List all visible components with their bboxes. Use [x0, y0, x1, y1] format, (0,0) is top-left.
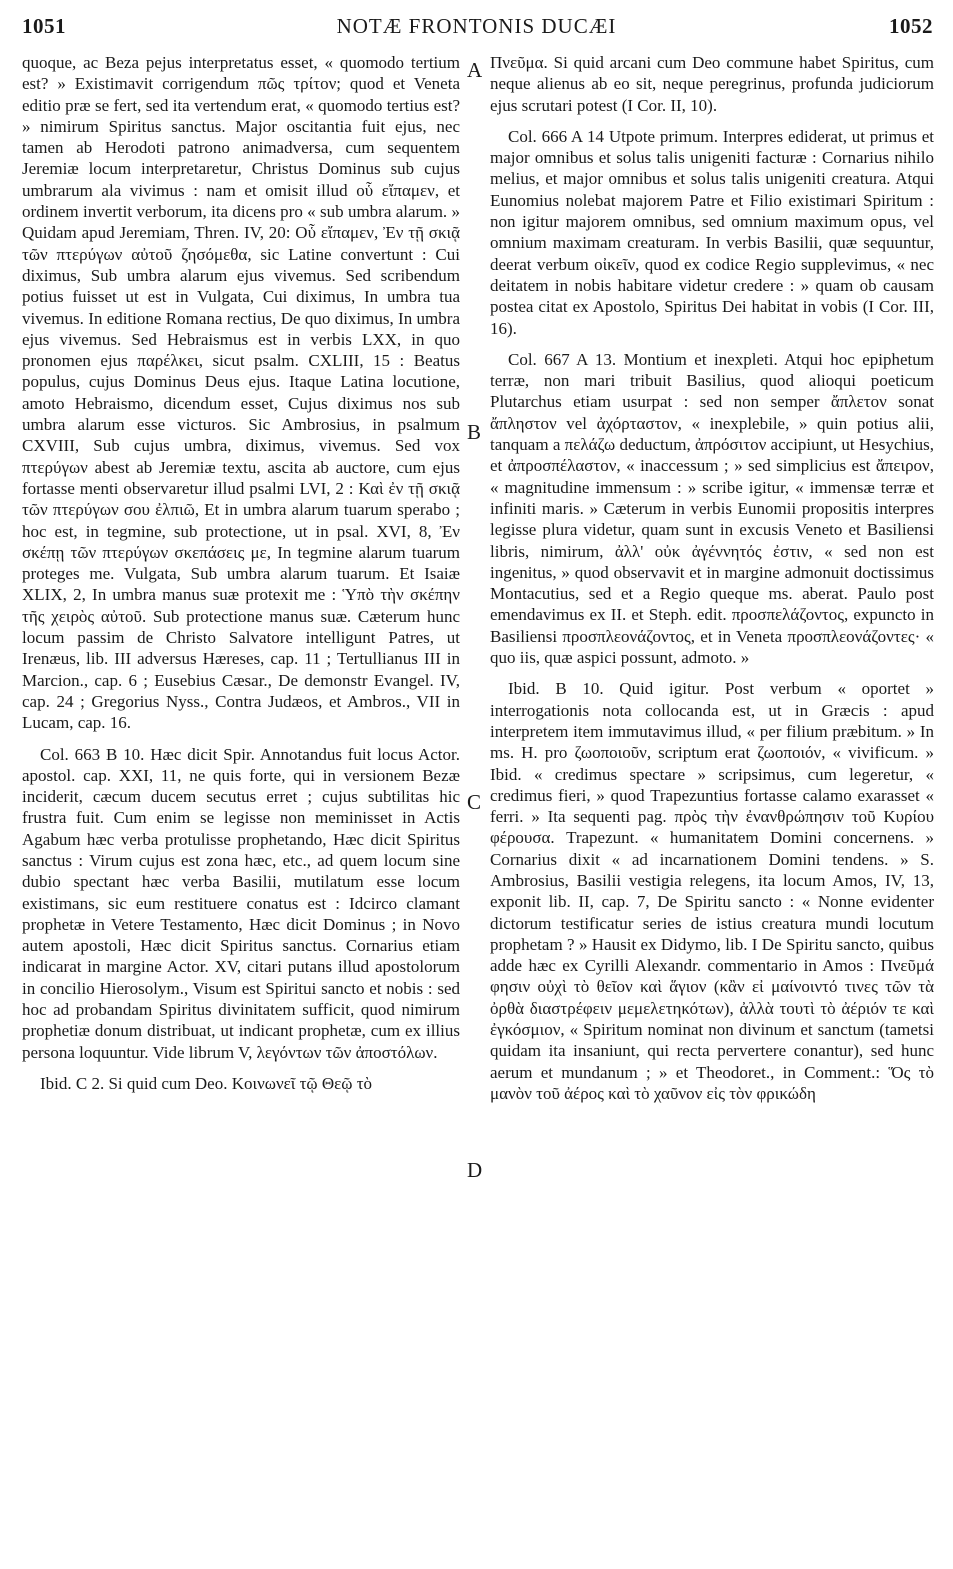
margin-marker-d: D — [467, 1158, 483, 1182]
margin-marker-b: B — [467, 420, 482, 444]
page-number-right: 1052 — [889, 14, 933, 38]
left-paragraph-3: Ibid. C 2. Si quid cum Deo. Κοινωνεῖ τῷ Θεῷ τὸ — [40, 1073, 373, 1093]
margin-marker-c: C — [467, 790, 482, 814]
left-paragraph-2: Col. 663 B 10. Hæc dicit Spir. Annotandus fuit locus Actor. apostol. cap. XXI, 11, ne quis forte, qui in versionem Bezæ inciderit, cæcum ducem secutus erret ; cujus subtilitas hic frustra fuit. Cum enim se legisse non meminisset in Actis Agabum hæc verba protulisse prophetando, Hæc dicit Spiritus sanctus : Virum cujus est zona hæc, etc., ad quem locum sine dubio spectant hæc verba Basilii, mutilatum esse locum existimans, sic eum restituere conatus est : Idcirco clamant prophetæ in Vetere Testamento, Hæc dicit Dominus ; in Novo autem apostoli, Hæc dicit Spiritus sanctus. Cornarius etiam indicarat in margine Actor. XV, citari putans illud apostolorum in concilio Hierosolym., Visum est Spiritui sancto et nobis : sed hoc ad probandam Spiritus divinitatem sufficit, quod nimirum prophetiæ donum distribuat, ut indicant prophetæ, cum ex illius persona loquuntur. Vide librum V, λεγόντων τῶν ἀποστόλων. — [22, 744, 460, 1062]
right-column — [490, 52, 934, 1114]
page-number-left: 1051 — [22, 14, 66, 38]
running-title: NOTÆ FRONTONIS DUCÆI — [336, 14, 617, 38]
right-paragraph-3: Col. 667 A 13. Montium et inexpleti. Atqui hoc epiphetum terræ, non mari tribuit Basilius, quod alioqui poeticum Plutarchus etiam usurpat : sed non semper ἄπλετον sonat ἄπληστον vel ἀχόρταστον, « inexplebile, » quin potius alii, tanquam a πελάζω deductum, ἀπρόσιτον accipiunt, ut Hesychius, et ἀπροσπέλαστον, « inaccessum ; » sed simplicius est ἄπειρον, « magnitudine immensum : » scribe igitur, « immensæ terræ et infiniti maris. » Cæterum in verbis Eunomii propositis interpres legisse plura videtur, quam sunt in excusis Veneto et Basiliensi libris, nimirum, ἀλλ' οὐκ ἀγέννητός ἐστιν, « sed non est ingenitus, » quod observavit et in margine admonuit doctissimus Montacutius, sed et a Regio queque ms. aberat. Paulo post emendavimus ex II. et Steph. edit. προσπελάζοντος, expuncto in Basiliensi προσπλεονάζοντος, et in Veneta προσπλεονάζοντες· « quo iis, quæ aspici possunt, admoto. » — [490, 349, 934, 668]
left-paragraph-1: quoque, ac Beza pejus interpretatus esset, « quomodo tertium est? » Existimavit corrigendum πῶς τρίτον; quod et Veneta editio præ se fert, sed ita vertendum erat, « quomodo tertius est? » nimirum Spiritus sanctus. Major oscitantia fuit ejus, nec tamen ab Herodoti patrono animadversa, cum sequentem Jeremiæ locum interpretaretur, Christus Dominus sub cujus umbrarum ala vivimus : nam et omisit illud οὗ εἴπαμεν, et ordinem invertit verborum, ita dicens pro « sub umbra alarum. » Quidam apud Jeremiam, Thren. IV, 20: Οὗ εἴπαμεν, Ἐν τῇ σκιᾷ τῶν πτερύγων αὐτοῦ ζησόμεθα, sic Latine convertunt : Cui diximus, Sub umbra alarum ejus vivemus. Sed scribendum potius fuisset ut est in Vulgata, Cui diximus, In umbra tua vivemus. In editione Romana rectius, De quo diximus, In umbra ejus vivemus. Sed Hebraismus est in verbis LXX, in quo pronomen ejus παρέλκει, sicut psalm. CXLIII, 15 : Beatus populus, cujus Dominus Deus ejus. Itaque Latina locutione, amoto Hebraismo, dicendum esset, Cujus diximus nos sub umbra alarum esse victuros. Sic Ambrosius, in psalmum CXVIII, Sub cujus umbra, diximus, vivemus. Sed vox πτερύγων abest ab Jeremiæ textu, ascita ab auctore, cum ejus fortasse menti observaretur illud psalmi LVI, 2 : Καὶ ἐν τῇ σκιᾷ τῶν πτερύγων σου ἐλπιῶ, Et in umbra alarum tuarum sperabo ; hoc est, in tegmine, sub protectione, ut in psal. XVI, 8, Ἐν σκέπῃ τῶν πτερύγων σκεπάσεις με, In tegmine alarum tuarum proteges me. Vulgata, Sub umbra alarum tuarum. Et Isaiæ XLIX, 2, In umbra manus suæ protexit me : Ὑπὸ τὴν σκέπην τῆς χειρὸς αὐτοῦ. Sub protectione manus suæ. Cæterum hunc locum passim de Christo Salvatore intelligunt Patres, ut Irenæus, lib. III adversus Hæreses, cap. 11 ; Tertullianus III in Marcion., cap. 6 ; Eusebius Cæsar., De demonstr Evangel. IV, cap. 24 ; Gregorius Nyss., Contra Judæos, et Ambros., VII in Lucam, cap. 16. — [22, 53, 460, 733]
right-paragraph-4: Ibid. B 10. Quid igitur. Post verbum « oportet » interrogationis nota collocanda est, ut in Græcis : apud interpretem item immutavimus illud, « per filium præbitum. » In ms. H. pro ζωοποιοῦν, scriptum erat ζωοποιόν, « vivificum. » Ibid. « credimus spectare » scripsimus, cum legeretur, « credimus fieri, » quod Trapezuntius fortasse calamo exarasset « ferri. » Ita sequenti pag. πρὸς τὴν ἐνανθρώπησιν τοῦ Κυρίου φέρουσα. Trapezunt. « humanitatem Domini concernens. » Cornarius dixit « ad incarnationem Domini tendens. » S. Ambrosius, Basilii vestigia relegens, ita locum Amos, IV, 13, exponit lib. II, cap. 7, De Spiritu sancto : « Nonne evidenter dictorum testificatur series de istius creatura mundi locutum prophetam ? » Hausit ex Didymo, lib. I De Spiritu sancto, quibus adde hæc ex Cyrilli Alexandr. commentario in Amos : Πνεῦμά φησιν οὐχὶ τὸ θεῖον καὶ ἅγιον (κἂν εἰ μαίνοιντό τινες τῶν τὰ ὀρθὰ διαστρέφειν μεμελετηκότων), ἀλλὰ τουτὶ τὸ ἀέριόν τε καὶ ἐγκόσμιον, « Spiritum nominat non divinum et sanctum (tametsi quidam ita insaniunt, qui recta pervertere conantur), sed hunc aerum et mundanum ; » et Theodoret., in Comment.: Ὅς τὸ μανὸν τοῦ ἀέρος καὶ τὸ χαῦνον εἰς τὸν φρικώδη — [490, 679, 934, 1103]
right-paragraph-1: Πνεῦμα. Si quid arcani cum Deo commune habet Spiritus, cum neque alienus ab eo sit, neque peregrinus, profunda judiciorum ejus scrutari potest (I Cor. II, 10). — [490, 53, 934, 115]
page-header — [0, 0, 953, 44]
left-column — [22, 52, 460, 1104]
margin-marker-a: A — [467, 58, 483, 82]
right-paragraph-2: Col. 666 A 14 Utpote primum. Interpres ediderat, ut primus et major omnibus et solus talis unigeniti facturæ : Cornarius nihilo melius, et major omnibus et solus talis unigeniti creatura. Atqui Eunomius nolebat majorem Patre et Filio existimari Spiritum : non igitur majorem omnibus, sed omnium maximum opus, vel omnium maximam creaturam. In verbis Basilii, quæ sequuntur, deerat verbum οἰκεῖν, quod ex codice Regio supplevimus, « nec deitatem in nobis habitare videtur credere : » quam ob causam postea citat ex Apostolo, Spiritus Dei habitat in vobis (I Cor. III, 16). — [490, 126, 934, 338]
